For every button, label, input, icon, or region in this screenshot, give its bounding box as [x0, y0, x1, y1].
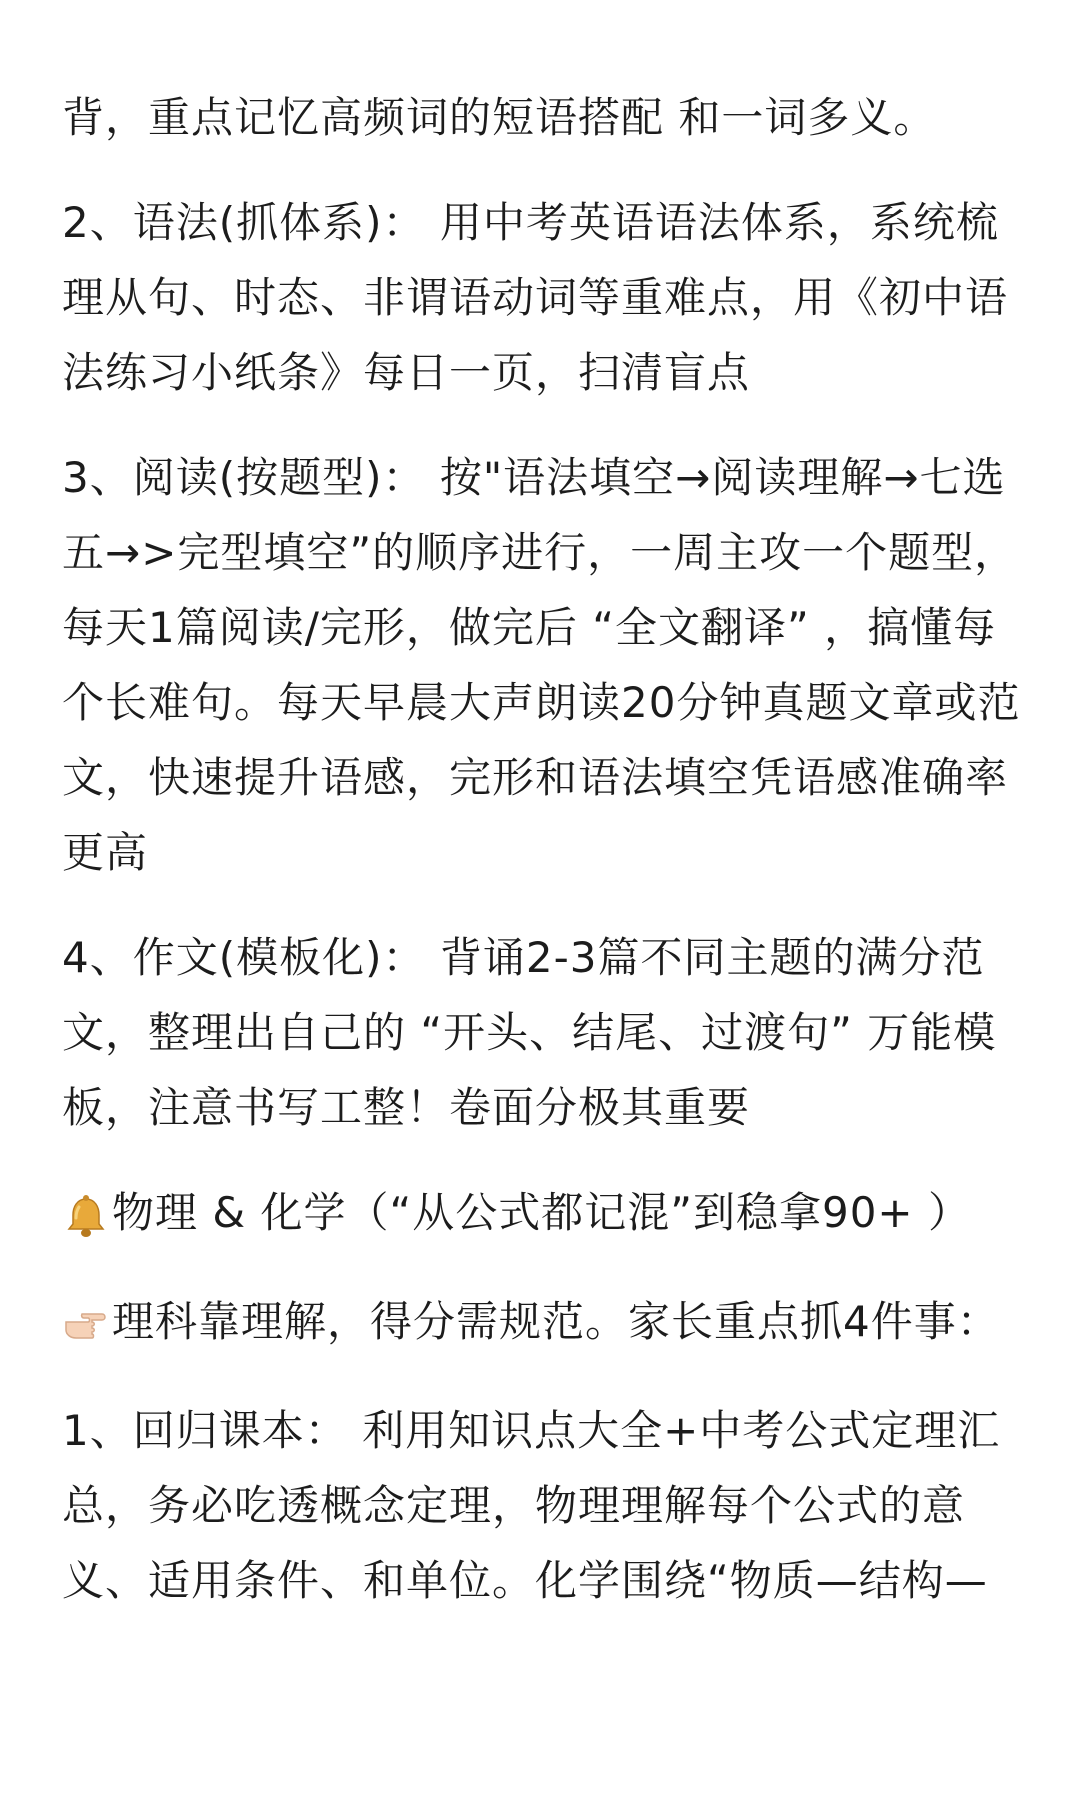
- article-body: [62, 80, 1028, 1648]
- section-heading-physics-chemistry: [62, 1175, 1028, 1250]
- tip-text: 理科靠理解，得分需规范。家长重点抓4件事：: [112, 1297, 1000, 1346]
- tip-line: [62, 1284, 1028, 1359]
- bell-icon: [62, 1189, 110, 1237]
- paragraph-back-to-textbook: 1、回归课本： 利用知识点大全+中考公式定理汇总，务必吃透概念定理，物理理解每个公式的意义、适用条件、和单位。化学围绕“物质—结构—: [62, 1406, 1001, 1605]
- pointing-right-hand-icon: [62, 1298, 110, 1346]
- paragraph-vocab-tail: 背，重点记忆高频词的短语搭配 和一词多义。: [62, 93, 937, 142]
- paragraph-reading: 3、阅读(按题型)： 按"语法填空→阅读理解→七选五→>完型填空”的顺序进行，一周主攻一个题型，每天1篇阅读/完形，做完后 “全文翻译” ，搞懂每个长难句。每天早晨大声朗读20分钟真题文章或范文，快速提升语感，完形和语法填空凭语感准确率更高: [62, 453, 1021, 877]
- section-heading-text: 物理 & 化学（“从公式都记混”到稳拿90+ ）: [112, 1188, 971, 1237]
- paragraph-writing: 4、作文(模板化)： 背诵2-3篇不同主题的满分范文，整理出自己的 “开头、结尾、过渡句” 万能模板，注意书写工整！卷面分极其重要: [62, 933, 997, 1132]
- paragraph-grammar: 2、语法(抓体系)： 用中考英语语法体系，系统梳理从句、时态、非谓语动词等重难点，用《初中语法练习小纸条》每日一页，扫清盲点: [62, 198, 1009, 397]
